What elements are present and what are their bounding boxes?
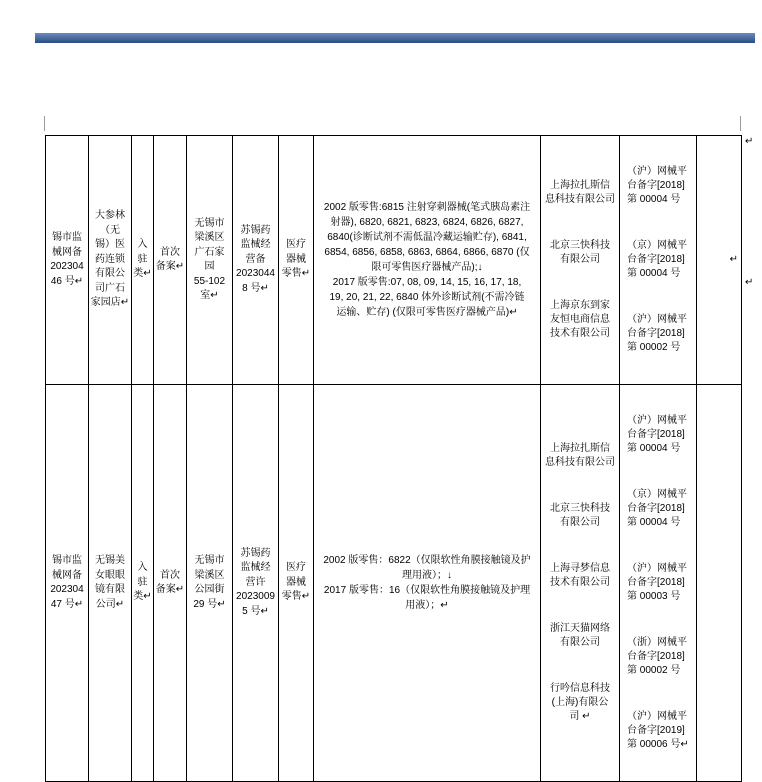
platform-company: 北京三快科技 有限公司	[550, 503, 610, 528]
filing-type-cell: 首次 备案↵	[154, 136, 187, 385]
business-mode-cell: 医疗 器械 零售↵	[279, 385, 314, 782]
platform-filing-number: （京）网械平 台备字[2018] 第 00004 号	[627, 240, 687, 279]
platform-company: 北京三快科技 有限公司	[550, 240, 610, 265]
platform-company: 上海寻梦信息 技术有限公司	[550, 563, 610, 588]
filing-type-cell: 首次 备案↵	[154, 385, 187, 782]
table-row	[46, 136, 742, 385]
platform-filing-number: （京）网械平 台备字[2018] 第 00004 号	[627, 489, 687, 528]
record-number-cell: 锡市监 械网备 202304 47 号↵	[46, 385, 89, 782]
platform-filing-number: （沪）网械平 台备字[2018] 第 00002 号	[627, 314, 687, 353]
category-cell: 入 驻 类↵	[132, 136, 154, 385]
platform-filing-number: （浙）网械平 台备字[2018] 第 00002 号	[627, 637, 687, 676]
header-band	[35, 33, 755, 43]
platform-filing-cell	[620, 136, 697, 385]
platform-filing-number: （沪）网械平 台备字[2018] 第 00004 号	[627, 166, 687, 205]
record-number-cell: 锡市监 械网备 202304 46 号↵	[46, 136, 89, 385]
platform-company: 浙江天猫网络 有限公司	[550, 623, 610, 648]
platform-company: 上海拉扎斯信 息科技有限公司	[545, 443, 615, 468]
platform-filing-cell	[620, 385, 697, 782]
platform-company: 上海拉扎斯信 息科技有限公司	[545, 180, 615, 205]
filing-table	[45, 135, 742, 782]
business-scope-cell: 2002 版零售:6815 注射穿刺器械(笔式胰岛素注 射器), 6820, 6821, 6823, 6824, 6826, 6827, 6840(诊断试剂不需低温冷藏运输贮存), 6841, 6854, 6856, 6858, 6863, 6864, 6866, 6870 (仅 限可零售医疗器械产品);↓ 2017 版零售:07, 08, 09, 14, 15, 16, 17, 18, 19, 20, 21, 22, 6840 体外诊断试剂(不需冷链 运输、贮存) (仅限可零售医疗器械产品)↵	[314, 136, 541, 385]
table-row	[46, 385, 742, 782]
margin-corner-mark-right	[740, 116, 741, 131]
row-end-mark: ↵	[745, 136, 754, 147]
address-cell: 无锡市 梁溪区 广石家 园 55-102 室↵	[187, 136, 233, 385]
company-name-cell: 无锡美 女眼眼 镜有限 公司↵	[89, 385, 132, 782]
platform-company: 上海京东到家 友恒电商信息 技术有限公司	[550, 300, 610, 339]
platform-company-cell	[541, 136, 620, 385]
remark-cell	[697, 385, 742, 782]
company-name-cell: 大参林 （无 锡）医 药连锁 有限公 司广石 家园店↵	[89, 136, 132, 385]
address-cell: 无锡市 梁溪区 公园街 29 号↵	[187, 385, 233, 782]
row-end-mark: ↵	[745, 277, 754, 288]
margin-corner-mark-left	[44, 116, 45, 131]
business-scope-cell: 2002 版零售：6822（仅限软性角膜接触镜及护 理用液）；↓ 2017 版零售：16（仅限软性角膜接触镜及护理 用液）；↵	[314, 385, 541, 782]
platform-company-cell	[541, 385, 620, 782]
platform-filing-number: （沪）网械平 台备字[2019] 第 00006 号↵	[627, 711, 689, 750]
platform-filing-number: （沪）网械平 台备字[2018] 第 00004 号	[627, 415, 687, 454]
license-number-cell: 苏锡药 监械经 营许 2023009 5 号↵	[233, 385, 279, 782]
remark-cell: ↵	[697, 136, 742, 385]
platform-company: 行吟信息科技 (上海)有限公 司 ↵	[550, 683, 610, 722]
license-number-cell: 苏锡药 监械经 营备 2023044 8 号↵	[233, 136, 279, 385]
platform-filing-number: （沪）网械平 台备字[2018] 第 00003 号	[627, 563, 687, 602]
category-cell: 入 驻 类↵	[132, 385, 154, 782]
business-mode-cell: 医疗 器械 零售↵	[279, 136, 314, 385]
